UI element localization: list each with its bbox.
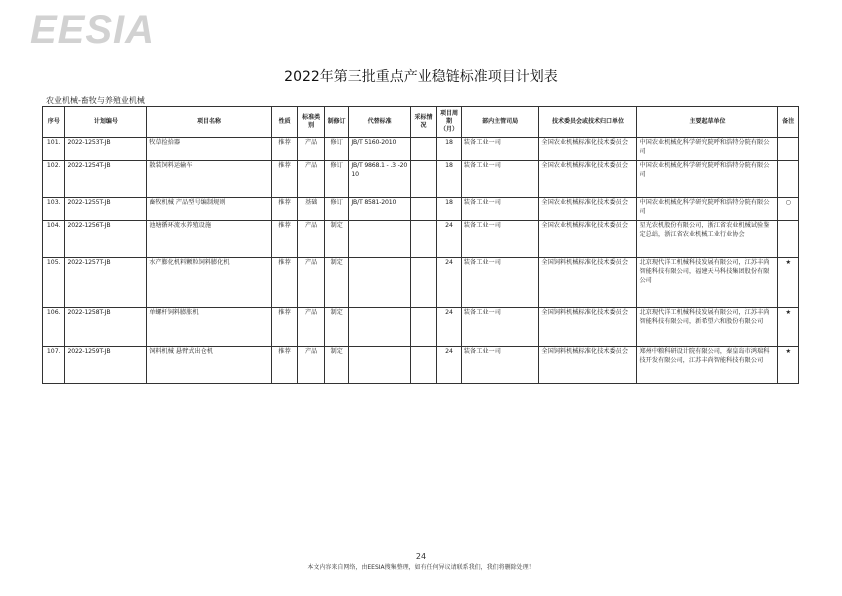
cell-revision: 修订 xyxy=(324,198,349,221)
cell-plan-no: 2022-1257T-JB xyxy=(65,258,147,308)
cell-drafter: 中国农业机械化科学研究院呼和浩特分院有限公司 xyxy=(637,198,778,221)
cell-dept: 装备工业一司 xyxy=(461,221,539,258)
cell-committee: 全国农业机械标准化技术委员会 xyxy=(539,221,637,258)
cell-dept: 装备工业一司 xyxy=(461,161,539,198)
table-row xyxy=(43,161,799,198)
cell-std-category: 产品 xyxy=(298,347,325,384)
cell-name: 池塘循环流水养殖设施 xyxy=(147,221,272,258)
cell-revision: 修订 xyxy=(324,138,349,161)
cell-committee: 全国农业机械标准化技术委员会 xyxy=(539,138,637,161)
table-row xyxy=(43,258,799,308)
cell-remark xyxy=(778,138,799,161)
header-committee: 技术委员会或技术归口单位 xyxy=(539,107,637,138)
cell-nature: 推荐 xyxy=(271,347,298,384)
cell-adopt xyxy=(410,198,437,221)
cell-replaces: JB/T 9868.1 - .3 -2010 xyxy=(349,161,410,198)
cell-period: 24 xyxy=(437,258,462,308)
cell-plan-no: 2022-1253T-JB xyxy=(65,138,147,161)
cell-nature: 推荐 xyxy=(271,161,298,198)
cell-dept: 装备工业一司 xyxy=(461,198,539,221)
cell-committee: 全国农业机械标准化技术委员会 xyxy=(539,198,637,221)
cell-seq: 106. xyxy=(43,308,65,347)
cell-adopt xyxy=(410,161,437,198)
cell-replaces xyxy=(349,308,410,347)
cell-revision: 制定 xyxy=(324,308,349,347)
cell-std-category: 基础 xyxy=(298,198,325,221)
cell-replaces xyxy=(349,258,410,308)
cell-remark: ★ xyxy=(778,308,799,347)
cell-dept: 装备工业一司 xyxy=(461,308,539,347)
cell-std-category: 产品 xyxy=(298,308,325,347)
table-body xyxy=(43,138,799,384)
cell-revision: 修订 xyxy=(324,161,349,198)
cell-drafter: 星光农机股份有限公司，浙江省农业机械试验鉴定总站，浙江省农业机械工业行业协会 xyxy=(637,221,778,258)
cell-nature: 推荐 xyxy=(271,221,298,258)
cell-nature: 推荐 xyxy=(271,198,298,221)
cell-replaces: JB/T 8581-2010 xyxy=(349,198,410,221)
cell-adopt xyxy=(410,347,437,384)
header-dept: 部内主管司局 xyxy=(461,107,539,138)
cell-seq: 101. xyxy=(43,138,65,161)
cell-remark: ★ xyxy=(778,258,799,308)
cell-nature: 推荐 xyxy=(271,258,298,308)
table-row xyxy=(43,347,799,384)
cell-adopt xyxy=(410,221,437,258)
cell-plan-no: 2022-1256T-JB xyxy=(65,221,147,258)
table-row xyxy=(43,198,799,221)
cell-revision: 制定 xyxy=(324,221,349,258)
cell-drafter: 北京现代洋工机械科技发展有限公司，江苏丰尚智能科技有限公司，福建天马科技集团股份有限公司 xyxy=(637,258,778,308)
cell-name: 饲料机械 悬臂式出仓机 xyxy=(147,347,272,384)
cell-drafter: 北京现代洋工机械科技发展有限公司，江苏丰尚智能科技有限公司，新希望六和股份有限公司 xyxy=(637,308,778,347)
cell-committee: 全国饲料机械标准化技术委员会 xyxy=(539,258,637,308)
header-revision: 制修订 xyxy=(324,107,349,138)
cell-seq: 104. xyxy=(43,221,65,258)
category-label: 农业机械-畜牧与养殖业机械 xyxy=(46,96,145,105)
header-drafter: 主要起草单位 xyxy=(637,107,778,138)
header-adopt: 采标情况 xyxy=(410,107,437,138)
cell-std-category: 产品 xyxy=(298,138,325,161)
table-row xyxy=(43,221,799,258)
cell-committee: 全国农业机械标准化技术委员会 xyxy=(539,161,637,198)
cell-std-category: 产品 xyxy=(298,161,325,198)
header-period: 项目周期（月） xyxy=(437,107,462,138)
cell-period: 18 xyxy=(437,161,462,198)
cell-adopt xyxy=(410,258,437,308)
header-replaces: 代替标准 xyxy=(349,107,410,138)
cell-adopt xyxy=(410,138,437,161)
cell-period: 18 xyxy=(437,198,462,221)
cell-remark: ★ xyxy=(778,347,799,384)
cell-seq: 103. xyxy=(43,198,65,221)
footer-note: 本文内容来自网络，由EESIA搜集整理，如有任何异议请联系我们，我们将删除处理！ xyxy=(307,564,535,571)
header-nature: 性质 xyxy=(271,107,298,138)
cell-name: 单螺杆饲料膨胀机 xyxy=(147,308,272,347)
header-name: 项目名称 xyxy=(147,107,272,138)
cell-plan-no: 2022-1255T-JB xyxy=(65,198,147,221)
cell-plan-no: 2022-1259T-JB xyxy=(65,347,147,384)
cell-drafter: 郑州中粮科研设计院有限公司，秦皇岛市鸿瑞科技开发有限公司，江苏丰尚智能科技有限公司 xyxy=(637,347,778,384)
cell-plan-no: 2022-1254T-JB xyxy=(65,161,147,198)
cell-committee: 全国饲料机械标准化技术委员会 xyxy=(539,308,637,347)
document-title: 2022年第三批重点产业稳链标准项目计划表 xyxy=(284,69,558,85)
cell-adopt xyxy=(410,308,437,347)
cell-nature: 推荐 xyxy=(271,308,298,347)
cell-name: 散装饲料运输车 xyxy=(147,161,272,198)
cell-name: 牧草捡拾器 xyxy=(147,138,272,161)
cell-revision: 制定 xyxy=(324,347,349,384)
cell-dept: 装备工业一司 xyxy=(461,138,539,161)
cell-dept: 装备工业一司 xyxy=(461,258,539,308)
cell-nature: 推荐 xyxy=(271,138,298,161)
cell-plan-no: 2022-1258T-JB xyxy=(65,308,147,347)
cell-replaces xyxy=(349,221,410,258)
table-header-row xyxy=(43,107,799,138)
cell-seq: 105. xyxy=(43,258,65,308)
header-remark: 备注 xyxy=(778,107,799,138)
cell-revision: 制定 xyxy=(324,258,349,308)
cell-replaces: JB/T 5160-2010 xyxy=(349,138,410,161)
cell-period: 24 xyxy=(437,221,462,258)
cell-name: 畜牧机械 产品型号编制规则 xyxy=(147,198,272,221)
cell-period: 24 xyxy=(437,308,462,347)
cell-remark xyxy=(778,161,799,198)
table-row xyxy=(43,308,799,347)
page-number: 24 xyxy=(415,552,427,561)
cell-seq: 102. xyxy=(43,161,65,198)
standards-plan-table xyxy=(42,106,799,384)
eesia-watermark-logo: EESIA xyxy=(30,8,156,52)
header-seq: 序号 xyxy=(43,107,65,138)
cell-committee: 全国饲料机械标准化技术委员会 xyxy=(539,347,637,384)
cell-name: 水产膨化机料颗粒饲料膨化机 xyxy=(147,258,272,308)
cell-seq: 107. xyxy=(43,347,65,384)
cell-std-category: 产品 xyxy=(298,221,325,258)
cell-period: 18 xyxy=(437,138,462,161)
header-std-category: 标准类别 xyxy=(298,107,325,138)
cell-drafter: 中国农业机械化科学研究院呼和浩特分院有限公司 xyxy=(637,138,778,161)
cell-replaces xyxy=(349,347,410,384)
cell-dept: 装备工业一司 xyxy=(461,347,539,384)
header-plan-no: 计划编号 xyxy=(65,107,147,138)
cell-remark xyxy=(778,221,799,258)
table-row xyxy=(43,138,799,161)
cell-period: 24 xyxy=(437,347,462,384)
cell-std-category: 产品 xyxy=(298,258,325,308)
cell-drafter: 中国农业机械化科学研究院呼和浩特分院有限公司 xyxy=(637,161,778,198)
cell-remark: ○ xyxy=(778,198,799,221)
